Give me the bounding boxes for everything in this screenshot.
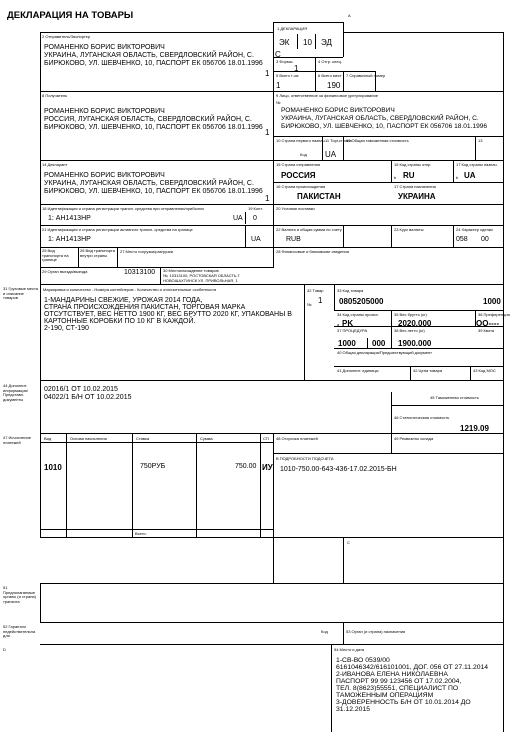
box21-country: UA — [251, 236, 261, 243]
box54-line-7: 3-ДОВЕРЕННОСТЬ Б/Н ОТ 10.01.2014 ДО — [336, 699, 471, 706]
box35-value: 2020.000 — [398, 319, 432, 328]
box17-value: УКРАИНА — [398, 192, 436, 201]
box53-code: Код — [321, 629, 328, 634]
shipper-line-2: УКРАИНА, ЛУГАНСКАЯ ОБЛАСТЬ, СВЕРДЛОВСКИЙ РАЙОН, С. — [44, 52, 254, 59]
box3-value: 1 — [294, 64, 299, 73]
box37-label: 37 ПРОЦЕДУРА — [337, 328, 368, 333]
boxD-label: D — [3, 647, 6, 652]
box45-label: 45 Таможенная стоимость — [430, 395, 479, 400]
box22-label: 22 Валюта и общая сумма по счету — [276, 227, 342, 232]
box18-country: UA — [233, 215, 243, 222]
shipper-line-1: РОМАНЕНКО БОРИС ВИКТОРОВИЧ — [44, 44, 165, 51]
box16-value: ПАКИСТАН — [297, 192, 341, 201]
payments-header-rate: Ставка — [136, 436, 150, 441]
box49-label: 49 Реквизиты склада — [394, 436, 434, 441]
box24-label: 24 Характер сделки — [456, 227, 493, 232]
box2-label: 2 Отправитель/Экспортер — [42, 34, 91, 39]
documents-line-2: 04022/1 Б/Н ОТ 10.02.2015 — [44, 394, 132, 401]
box54-line-2: 6161046342/616101001, ДОГ. 056 ОТ 27.11.2014 — [336, 664, 489, 671]
box23-label: 23 Курс валюты — [394, 227, 424, 232]
box6-label: 6 Всего мест — [318, 73, 342, 78]
corner-letter: A — [348, 13, 351, 18]
box34-sub: a — [337, 322, 340, 327]
box9-label: 9 Лицо, ответственное за финансовое урегулирование — [276, 93, 378, 98]
box24-value: 058 — [456, 236, 468, 243]
box1-label: 1 ДЕКЛАРАЦИЯ — [277, 26, 308, 31]
box34-value: PK — [342, 319, 354, 328]
box53-label: 53 Орган (и страна) назначения — [346, 629, 406, 634]
payments-header-vid: Вид — [44, 436, 52, 441]
box39-label: 39 Квота — [478, 328, 495, 333]
box12-label: 12 Общая таможенная стоимость — [346, 138, 409, 143]
box17-label: 17 Страна назначения — [394, 184, 436, 189]
box54-line-3: 2-ИВАНОВА ЕЛЕНА НИКОЛАЕВНА — [336, 671, 448, 678]
box38-label: 38 Вес нетто (кг) — [394, 328, 425, 333]
declarant-line-2: УКРАИНА, ЛУГАНСКАЯ ОБЛАСТЬ, СВЕРДЛОВСКИЙ РАЙОН, С. — [44, 180, 254, 187]
box52-label: 52 Гарантия недействительна для — [3, 624, 36, 639]
box9-marker: № — [276, 100, 281, 105]
box24-value2: 00 — [481, 236, 489, 243]
box21-value: 1: АН1413НР — [48, 236, 91, 243]
documents-line-1: 02016/1 ОТ 10.02.2015 — [44, 386, 118, 393]
responsible-line-3: БИРЮКОВО, УЛ. ШЕВЧЕНКО, 10, ПАСПОРТ ЕК 056706 18.01.1996 — [281, 123, 488, 130]
box33-label: 33 Код товара — [337, 288, 364, 293]
box32-label: 32 Товар — [307, 288, 324, 293]
box15a-code: RU — [403, 171, 415, 180]
box27-label: 27 Место погрузки/разгрузки — [120, 249, 173, 254]
box54-label: 54 Место и дата — [334, 647, 365, 652]
box35-label: 35 Вес брутто (кг) — [394, 312, 427, 317]
box30-line-1: №, 10313100, РОСТОВСКАЯ ОБЛАСТЬ Г. — [163, 273, 241, 278]
box48-label: 48 Отсрочка платежей — [276, 436, 318, 441]
payments-total-label: Всего: — [135, 531, 147, 536]
box46-label: 46 Статистическая стоимость — [394, 415, 450, 420]
payment-sp: ИУ — [262, 463, 273, 472]
box54-line-8: 31.12.2015 — [336, 706, 371, 713]
box30-label: 30 Местонахождение товаров — [163, 268, 219, 273]
box11-label: 11 Торг.страна — [325, 138, 352, 143]
box1-cell-1: ЭК — [279, 38, 290, 47]
responsible-line-1: РОМАНЕНКО БОРИС ВИКТОРОВИЧ — [281, 107, 395, 114]
box29-value: 10313100 — [124, 269, 156, 276]
box34-label: 34 Код страны происх. — [337, 312, 379, 317]
box8-marker: 1 — [265, 128, 270, 137]
box6-value: 190 — [327, 81, 341, 90]
payment-sum: 750.00 — [235, 463, 257, 470]
goods-line-2: СТРАНА ПРОИСХОЖДЕНИЯ ПАКИСТАН, ТОРГОВАЯ МАРКА — [44, 304, 246, 311]
box26-label: 26 Вид транспорта внутри страны — [80, 248, 115, 258]
box3-label: 3 Формы — [276, 59, 293, 64]
box40-label: 40 Общая декларация/Предшествующий документ — [337, 350, 432, 355]
box17a-sub: b — [456, 175, 459, 180]
box17a-label: 17 Код страны назнач. — [456, 162, 498, 167]
declarant-line-3: БИРЮКОВО, УЛ. ШЕВЧЕНКО, 10, ПАСПОРТ ЕК 056706 18.01.1996 — [44, 188, 263, 195]
box5-label: 5 Всего т-ов — [276, 73, 299, 78]
box1-cell-2: 10 — [303, 38, 312, 47]
box46-value: 1219.09 — [460, 424, 489, 433]
boxB-label: В ПОДРОБНОСТИ ПОДСЧЕТА — [276, 456, 334, 461]
box36-label: 36 Преференция — [478, 312, 510, 317]
box44-label: 44 Дополнит. информация/ Представл. документы — [3, 383, 28, 402]
box1-cell-3: ЭД — [321, 38, 332, 47]
declarant-line-1: РОМАНЕНКО БОРИС ВИКТОРОВИЧ — [44, 172, 165, 179]
box16-label: 16 Страна происхождения — [276, 184, 326, 189]
box15a-label: 15 Код страны отпр. — [394, 162, 432, 167]
box37-value2: 000 — [372, 339, 386, 348]
box11-value: UA — [325, 150, 337, 159]
box30-line-2: НОВОШАХТИНСК УЛ. ПРИВОЛЬНАЯ, 1 — [163, 278, 238, 283]
goods-line-3: ОТСУТСТВУЕТ, ВЕС НЕТТО 1900 КГ, ВЕС БРУТТО 2020 КГ, УПАКОВАНЫ В — [44, 311, 292, 318]
box2-mark: С — [275, 50, 281, 59]
box14-marker: 1 — [265, 194, 270, 203]
box5-value: 1 — [276, 81, 281, 90]
box54-line-6: ТАМОЖЕННЫМ ОПЕРАЦИЯМ — [336, 692, 434, 699]
box32-value: 1 — [318, 296, 323, 305]
box31-header: Маркировка и количество - Номера контейнеров - Количество и отличительные особенности — [43, 287, 217, 292]
goods-line-4: КАРТОННЫЕ КОРОБКИ ПО 10 КГ В КАЖДОЙ. — [44, 318, 196, 325]
payment-rate: 750РУБ — [140, 463, 166, 470]
box15-label: 15 Страна отправления — [276, 162, 321, 167]
box11-sub: Код — [300, 152, 307, 157]
box33-value: 0805205000 — [339, 297, 384, 306]
box14-label: 14 Декларант — [42, 162, 68, 167]
box18-label: 18 Идентификация и страна регистрации трансп. средства при отправлении/прибытии — [42, 206, 204, 211]
boxB-value: 1010-750.00-643-436-17.02.2015-БН — [280, 466, 397, 473]
box8-label: 8 Получатель — [42, 93, 68, 98]
form-title: ДЕКЛАРАЦИЯ НА ТОВАРЫ — [7, 10, 134, 21]
box18-value: 1: АН1413НР — [48, 215, 91, 222]
box15a-sub: b — [394, 175, 397, 180]
goods-line-5: 2-190, СТ-190 — [44, 325, 89, 332]
consignee-line-1: РОМАНЕНКО БОРИС ВИКТОРОВИЧ — [44, 108, 165, 115]
payments-header-sum: Сумма — [200, 436, 213, 441]
box21-label: 21 Идентификация и страна регистрации активного трансп. средства на границе — [42, 227, 193, 232]
box31-label: 31 Грузовые места и описание товаров — [3, 286, 39, 301]
box4-label: 4 Отгр. спец. — [318, 59, 342, 64]
box13-label: 13 — [478, 138, 483, 143]
shipper-line-3: БИРЮКОВО, УЛ. ШЕВЧЕНКО, 10, ПАСПОРТ ЕК 056706 18.01.1996 — [44, 60, 263, 67]
box2-marker: 1 — [265, 69, 270, 78]
box20-label: 20 Условия поставки — [276, 206, 315, 211]
consignee-line-3: БИРЮКОВО, УЛ. ШЕВЧЕНКО, 10, ПАСПОРТ ЕК 056706 18.01.1996 — [44, 124, 263, 131]
box22-value: RUB — [286, 236, 301, 243]
box41-label: 41 Дополнит. единицы — [337, 368, 379, 373]
box54-line-4: ПАСПОРТ 99 99 123456 ОТ 17.02.2004, — [336, 678, 462, 685]
consignee-line-2: РОССИЯ, ЛУГАНСКАЯ ОБЛАСТЬ, СВЕРДЛОВСКИЙ РАЙОН, С. — [44, 116, 252, 123]
payment-vid: 1010 — [44, 463, 62, 472]
box29-label: 29 Орган въезда/выезда — [42, 269, 88, 274]
box15-value: РОССИЯ — [281, 171, 316, 180]
goods-line-1: 1-МАНДАРИНЫ СВЕЖИЕ, УРОЖАЯ 2014 ГОДА, — [44, 297, 203, 304]
box32-sub: № — [307, 302, 312, 307]
box19-value: 0 — [253, 215, 257, 222]
box51-label: 51 Предполагаемые органы (и страна) транзита — [3, 585, 36, 604]
box33-value2: 1000 — [483, 297, 501, 306]
payments-header-sp: СП — [263, 436, 269, 441]
box17a-code: UA — [464, 171, 476, 180]
box7-label: 7 Справочный номер — [346, 73, 386, 78]
box47-label: 47 Исчисление платежей — [3, 435, 31, 445]
box10-label: 10 Страна первого назнач. — [276, 138, 326, 143]
box37-value: 1000 — [338, 339, 356, 348]
box19-label: 19 Конт. — [248, 206, 263, 211]
box25-label: 25 Вид транспорта на границе — [42, 248, 69, 263]
box43-label: 43 Код МОС — [473, 368, 496, 373]
payments-header-base: Основа начисления — [70, 436, 107, 441]
responsible-line-2: УКРАИНА, ЛУГАНСКАЯ ОБЛАСТЬ, СВЕРДЛОВСКИЙ РАЙОН, С. — [281, 115, 479, 122]
box28-label: 28 Финансовые и банковские сведения — [276, 249, 349, 254]
box38-value: 1900.000 — [398, 339, 432, 348]
box42-label: 42 Цена товара — [413, 368, 443, 373]
box54-line-1: 1-СВ-ВО 0539/00 — [336, 657, 390, 664]
box54-line-5: ТЕЛ. 8(8623)55551, СПЕЦИАЛИСТ ПО — [336, 685, 459, 692]
box36-value: ОО---- — [476, 319, 500, 328]
boxC-label: C — [347, 540, 350, 545]
